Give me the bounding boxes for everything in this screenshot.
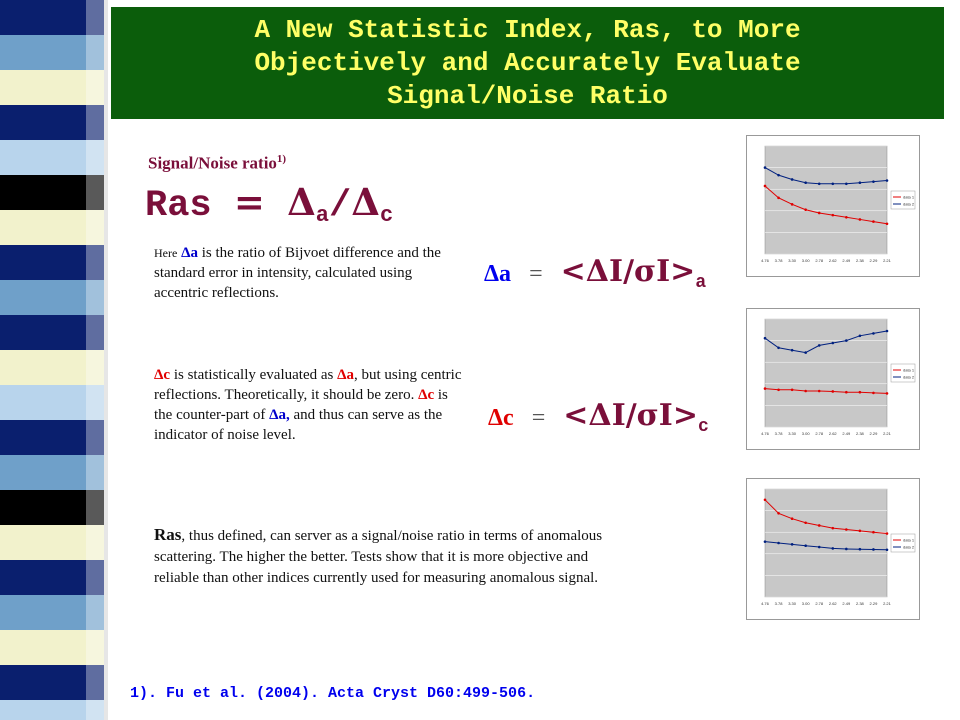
x-tick-label: 3.00 [801,431,810,436]
chart-1 [746,135,920,277]
data-point [872,180,875,183]
chart-2 [746,308,920,450]
title-banner [111,7,944,119]
x-tick-label: 2.38 [855,258,864,263]
plot-area [765,319,887,427]
ras-text: , thus defined, can server as a signal/noise ratio in terms of anomalous scattering. The higher the better. Tests show that it is more objective and reliable than other indices currently used for measuring anomalous signal. [154,528,603,586]
x-tick-label: 2.29 [869,601,878,606]
data-point [791,389,794,392]
data-point [845,216,848,219]
data-point [804,351,807,354]
data-point [777,347,780,350]
x-tick-label: 2.78 [815,431,824,436]
delta-c-formula [488,398,709,437]
legend-label: data 2 [903,544,915,550]
delta-a-formula [484,254,706,293]
data-point [818,212,821,215]
data-point [777,512,780,515]
x-tick-label: 3.30 [788,258,797,263]
delta-c-term: Δc [154,367,171,383]
delta-c-lhs: Δc [488,405,514,431]
subtitle [148,153,286,174]
data-point [818,183,821,186]
data-point [859,548,862,551]
subtitle-footnote-mark: 1) [276,153,287,165]
data-point [859,181,862,184]
data-point [859,530,862,533]
data-point [804,390,807,393]
data-point [804,181,807,184]
data-point [831,527,834,530]
data-point [872,531,875,534]
data-point [777,389,780,392]
data-point [845,391,848,394]
ras-description [154,524,634,589]
x-tick-label: 4.76 [761,258,769,263]
x-tick-label: 2.62 [828,431,837,436]
delta-c-text-1: is statistically evaluated as [170,367,338,383]
data-point [764,166,767,169]
delta-a-term: Δa [181,245,198,261]
data-point [872,392,875,395]
x-tick-label: 2.62 [828,258,837,263]
x-tick-label: 3.00 [801,601,810,606]
title-line-3: Signal/Noise Ratio [387,80,668,111]
data-point [764,499,767,502]
x-tick-label: 4.76 [761,601,769,606]
x-tick-label: 3.78 [774,258,783,263]
data-point [764,185,767,188]
data-point [845,548,848,551]
title-line-1: A New Statistic Index, Ras, to More [254,14,801,45]
legend-label: data 2 [903,201,915,207]
data-point [818,524,821,527]
x-tick-label: 2.21 [883,431,891,436]
x-tick-label: 2.78 [815,601,824,606]
chart-3-plot [747,479,919,619]
data-point [831,390,834,393]
data-point [831,183,834,186]
delta-c-text-4: and thus can serve as the indicator of noise level. [154,407,443,443]
data-point [886,532,889,535]
delta-c-term: Δc [418,387,435,403]
data-point [764,387,767,390]
equals-sign: = [529,261,543,287]
data-point [804,544,807,547]
chart-3 [746,478,920,620]
delta-a-rhs: <ΔI/σI> [560,254,696,289]
data-point [831,214,834,217]
delta-c-description [154,365,464,445]
data-point [872,332,875,335]
data-point [872,220,875,223]
data-point [764,337,767,340]
delta-c-text-3: is the counter-part of [154,387,448,423]
legend-label: data 1 [903,537,915,543]
x-tick-label: 4.76 [761,431,769,436]
delta-symbol: Δ [287,180,316,224]
data-point [831,547,834,550]
delta-a-term: Δa [337,367,355,383]
delta-c-text-2: , but using centric reflections. Theoretically, it should be zero. [154,367,462,403]
equals-sign: = [233,180,265,224]
data-point [791,517,794,520]
data-point [886,548,889,551]
data-point [777,542,780,545]
data-point [791,349,794,352]
x-tick-label: 2.38 [855,431,864,436]
data-point [886,330,889,333]
data-point [777,197,780,200]
decorative-stripe [0,0,108,720]
subtitle-text: Signal/Noise ratio [148,153,277,173]
data-point [818,344,821,347]
delta-a-term: Δa, [269,407,290,423]
data-point [791,203,794,206]
title-line-2: Objectively and Accurately Evaluate [254,47,801,78]
data-point [859,335,862,338]
footnote-citation: 1). Fu et al. (2004). Acta Cryst D60:499-506. [130,685,536,702]
legend-label: data 2 [903,374,915,380]
ras-term: Ras [154,525,182,544]
data-point [859,391,862,394]
data-point [818,390,821,393]
delta-a-text: is the ratio of Bijvoet difference and the standard error in intensity, calculated using accentric reflections. [154,245,441,301]
legend-label: data 1 [903,367,915,373]
delta-symbol: Δ [351,180,380,224]
subscript-a: a [315,203,329,228]
data-point [859,218,862,221]
x-tick-label: 3.30 [788,431,797,436]
data-point [791,178,794,181]
x-tick-label: 3.00 [801,258,810,263]
chart-1-plot [747,136,919,276]
here-word: Here [154,246,178,260]
equals-sign: = [531,405,546,431]
x-tick-label: 2.49 [842,431,851,436]
chart-2-plot [747,309,919,449]
x-tick-label: 2.38 [855,601,864,606]
legend-label: data 1 [903,194,915,200]
data-point [818,546,821,549]
delta-a-description [154,243,459,303]
x-tick-label: 3.30 [788,601,797,606]
data-point [886,222,889,225]
data-point [777,174,780,177]
data-point [886,392,889,395]
data-point [831,342,834,345]
x-tick-label: 2.49 [842,258,851,263]
delta-a-lhs: Δa [484,261,512,287]
data-point [791,543,794,546]
data-point [845,528,848,531]
x-tick-label: 2.21 [883,258,891,263]
data-point [845,183,848,186]
x-tick-label: 2.29 [869,431,878,436]
x-tick-label: 3.78 [774,431,783,436]
delta-c-rhs: <ΔI/σI> [563,398,698,433]
data-point [804,521,807,524]
x-tick-label: 2.29 [869,258,878,263]
x-tick-label: 2.21 [883,601,891,606]
subscript-a: a [695,273,707,293]
stripe-shadow [86,0,104,720]
stripe-edge [104,0,108,720]
data-point [764,540,767,543]
ras-formula [145,180,393,238]
data-point [845,339,848,342]
x-tick-label: 2.49 [842,601,851,606]
data-point [804,208,807,211]
subscript-c: c [379,203,394,228]
x-tick-label: 2.78 [815,258,824,263]
x-tick-label: 2.62 [828,601,837,606]
slash-symbol: / [329,185,352,227]
ras-symbol: Ras [145,185,212,227]
subscript-c: c [697,417,709,437]
data-point [872,548,875,551]
data-point [886,179,889,182]
x-tick-label: 3.78 [774,601,783,606]
